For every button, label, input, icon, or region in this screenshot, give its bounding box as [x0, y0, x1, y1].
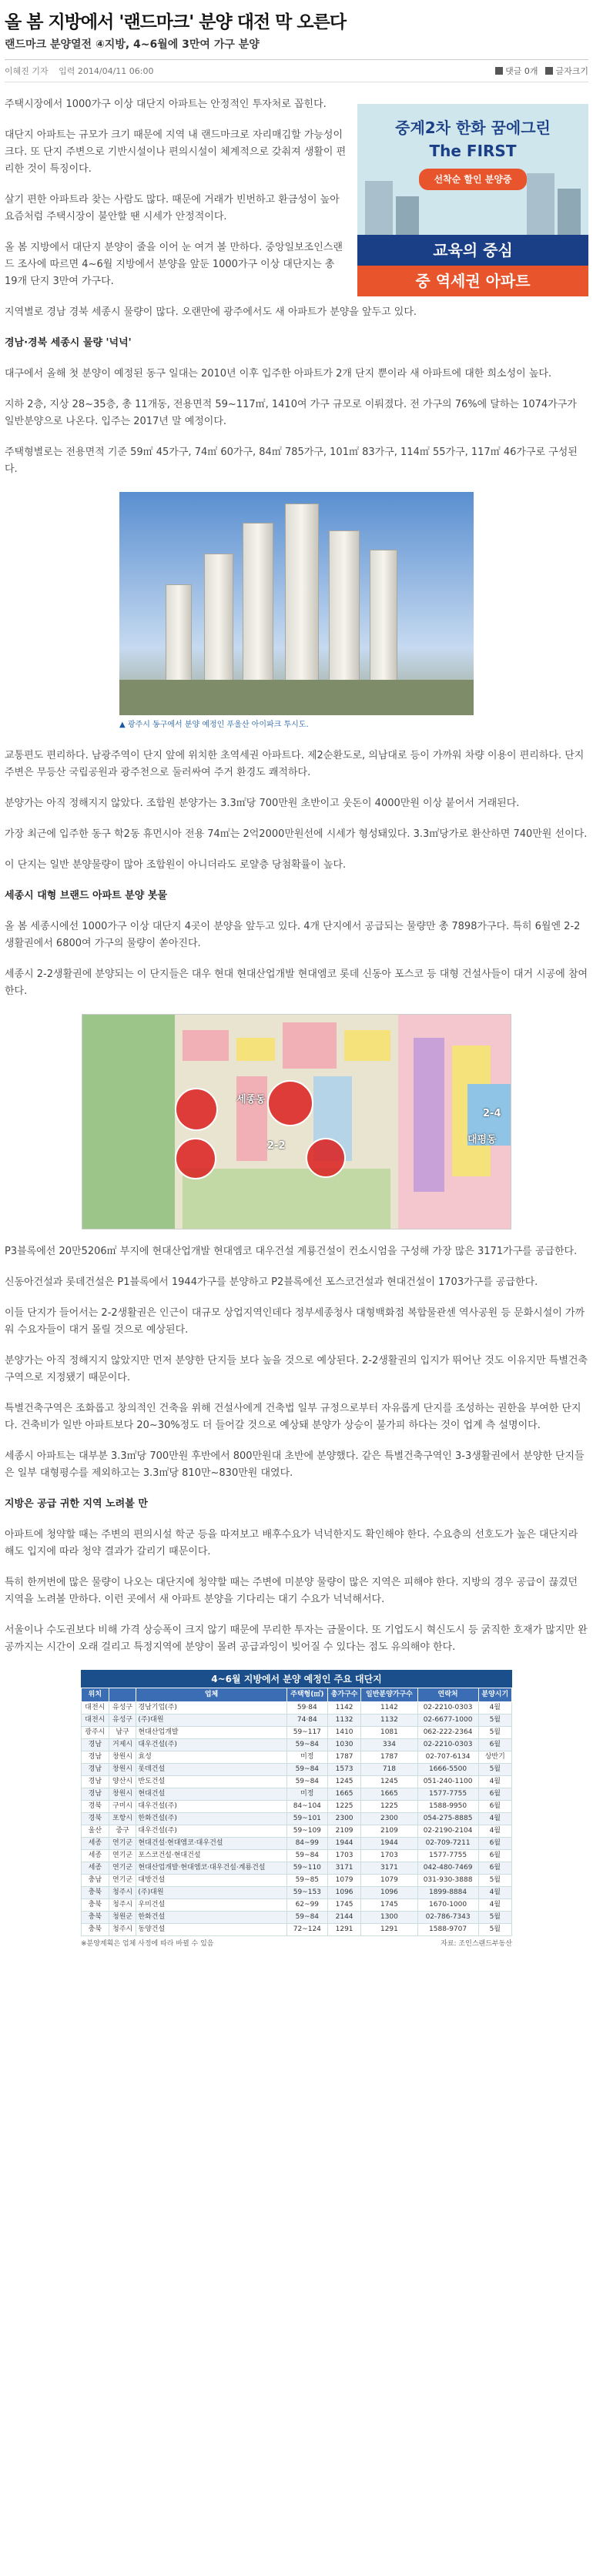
- paragraph: 가장 최근에 입주한 동구 학2동 휴먼시아 전용 74㎡는 2억2000만원선에 시세가 형성돼있다. 3.3㎡당가로 환산하면 740만원 선이다.: [5, 828, 588, 840]
- table-cell: 6월: [478, 1801, 511, 1813]
- table-cell: 4월: [478, 1899, 511, 1912]
- table-cell: 반도건설: [136, 1776, 286, 1788]
- table-cell: 74·84: [286, 1715, 327, 1727]
- table-header-row: [82, 1688, 512, 1702]
- table-cell: 59~84: [286, 1776, 327, 1788]
- table-cell: 72~124: [286, 1924, 327, 1936]
- ground: [119, 680, 474, 715]
- table-cell: 2109: [361, 1825, 417, 1838]
- table-header-cell: 분양시기: [478, 1688, 511, 1702]
- table-cell: 한화건설(주): [136, 1813, 286, 1825]
- table-cell: 042-480-7469: [417, 1862, 478, 1875]
- table-cell: 1142: [361, 1702, 417, 1715]
- map-green: [82, 1015, 175, 1229]
- table-cell: 1245: [361, 1776, 417, 1788]
- table-cell: 02-6677-1000: [417, 1715, 478, 1727]
- table-cell: 59~109: [286, 1825, 327, 1838]
- table-cell: 2144: [327, 1912, 360, 1924]
- table-cell: 1096: [327, 1887, 360, 1899]
- table-cell: 충북: [82, 1924, 109, 1936]
- table-cell: 02-707-6134: [417, 1751, 478, 1764]
- table-cell: 경남기업(주): [136, 1702, 286, 1715]
- table-row: [82, 1838, 512, 1850]
- tower: [243, 523, 273, 684]
- table-cell: 84~99: [286, 1838, 327, 1850]
- table-cell: 6월: [478, 1788, 511, 1801]
- table-cell: 1588-9707: [417, 1924, 478, 1936]
- table-cell: 6월: [478, 1862, 511, 1875]
- table-cell: 1225: [327, 1801, 360, 1813]
- ad-building: [527, 173, 554, 243]
- table-cell: 1081: [361, 1727, 417, 1739]
- table-cell: 청주시: [109, 1924, 136, 1936]
- table-cell: 1745: [327, 1899, 360, 1912]
- paragraph: 살기 편한 아파트라 찾는 사람도 많다. 때문에 거래가 빈번하고 환금성이 높아 요즘처럼 주택시장이 불안할 땐 시세가 안정적이다.: [5, 194, 340, 222]
- table-cell: 롯데건설: [136, 1764, 286, 1776]
- table-cell: 1132: [327, 1715, 360, 1727]
- table-cell: 미정: [286, 1751, 327, 1764]
- map-block: [236, 1076, 267, 1161]
- table-cell: 경남: [82, 1788, 109, 1801]
- article-subtitle: 랜드마크 분양열전 ④지방, 4~6월에 3만여 가구 분양: [5, 35, 588, 60]
- table-cell: 59~117: [286, 1727, 327, 1739]
- table-cell: 포스코건설·현대건설: [136, 1850, 286, 1862]
- paragraph: 대구에서 올해 첫 분양이 예정된 동구 일대는 2010년 이후 입주한 아파트가 2개 단지 뿐이라 새 아파트에 대한 희소성이 높다.: [5, 368, 552, 380]
- paragraph: 아파트에 청약할 때는 주변의 편의시설 학군 등을 따져보고 배후수요가 넉넉한지도 확인해야 한다. 수요층의 선호도가 높은 대단지라 해도 입지에 따라 청약 결과가 갈리기 때문이다.: [5, 1529, 578, 1557]
- table-cell: 대전시: [82, 1702, 109, 1715]
- table-cell: 1142: [327, 1702, 360, 1715]
- table-cell: 02-2210-0303: [417, 1702, 478, 1715]
- table-cell: 59~84: [286, 1764, 327, 1776]
- table-cell: 청주시: [109, 1899, 136, 1912]
- table-cell: 연기군: [109, 1862, 136, 1875]
- table-row: [82, 1825, 512, 1838]
- ad-line3: 교육의 중심: [357, 235, 588, 266]
- table-cell: 1944: [327, 1838, 360, 1850]
- table-cell: 연기군: [109, 1850, 136, 1862]
- tower: [370, 550, 397, 684]
- table-row: [82, 1801, 512, 1813]
- table-cell: 02-2190-2104: [417, 1825, 478, 1838]
- font-size-button[interactable]: 글자크기: [545, 65, 588, 77]
- table-cell: 연기군: [109, 1838, 136, 1850]
- paragraph: 올 봄 지방에서 대단지 분양이 줄을 이어 눈 여겨 볼 만하다. 중앙일보조인스랜드 조사에 따르면 4~6월 지방에서 분양을 앞둔 1000가구 이상 대단지는 총 19개 단지 3만여 가구다.: [5, 242, 343, 287]
- table-cell: 5월: [478, 1875, 511, 1887]
- table-row: [82, 1751, 512, 1764]
- table-row: [82, 1764, 512, 1776]
- tower: [329, 530, 360, 684]
- table-cell: 1132: [361, 1715, 417, 1727]
- table-cell: 1944: [361, 1838, 417, 1850]
- comment-icon: [495, 67, 503, 75]
- apartment-rendering-image: [119, 492, 474, 715]
- article-body: [5, 96, 588, 1656]
- table-cell: 광주시: [82, 1727, 109, 1739]
- paragraph: P3블록에선 20만5206㎡ 부지에 현대산업개발 현대엠코 대우건설 계룡건설이 컨소시엄을 구성해 가장 많은 3171가구를 공급한다.: [5, 1246, 578, 1257]
- tower: [285, 503, 319, 684]
- map-label: 대평동: [467, 1134, 497, 1146]
- section-heading: 지방은 공급 귀한 지역 노려볼 만: [5, 1498, 148, 1510]
- table-cell: 62~99: [286, 1899, 327, 1912]
- sejong-map-image: [82, 1014, 511, 1229]
- table-cell: 경북: [82, 1813, 109, 1825]
- table-cell: 충북: [82, 1912, 109, 1924]
- map-label: 세종동: [236, 1094, 266, 1106]
- map-label: 2-2: [267, 1140, 286, 1152]
- ad-line4: 중 역세권 아파트: [357, 266, 588, 296]
- p1-block-marker: [175, 1088, 218, 1131]
- table-cell: 포항시: [109, 1813, 136, 1825]
- table-cell: 1291: [327, 1924, 360, 1936]
- paragraph: 세종시 2-2생활권에 분양되는 이 단지들은 대우 현대 현대산업개발 현대엠코 롯데 신동아 포스코 등 대형 건설사들이 대거 시공에 참여한다.: [5, 969, 588, 997]
- table-cell: 구미시: [109, 1801, 136, 1813]
- paragraph: 지하 2층, 지상 28~35층, 총 11개동, 전용면적 59~117㎡, 1410여 가구 규모로 이뤄졌다. 전 가구의 76%에 달하는 1074가구가 일반분양으로 나온다. 입주는 2017년 말 예정이다.: [5, 399, 577, 427]
- table-cell: 59~84: [286, 1739, 327, 1751]
- table-cell: 1079: [361, 1875, 417, 1887]
- publish-date: 입력 2014/04/11 06:00: [59, 66, 154, 76]
- table: [81, 1688, 512, 1936]
- table-cell: 1670-1000: [417, 1899, 478, 1912]
- table-cell: 청주시: [109, 1887, 136, 1899]
- table-header-cell: 업체: [136, 1688, 286, 1702]
- table-row: [82, 1813, 512, 1825]
- table-cell: 5월: [478, 1924, 511, 1936]
- table-cell: 051-240-1100: [417, 1776, 478, 1788]
- table-cell: 1787: [361, 1751, 417, 1764]
- paragraph: 분양가는 아직 정해지지 않았다. 조합원 분양가는 3.3㎡당 700만원 초반이고 웃돈이 4000만원 이상 붙어서 거래된다.: [5, 798, 520, 809]
- paragraph: 대단지 아파트는 규모가 크기 때문에 지역 내 랜드마크로 자리매김할 가능성이 크다. 또 단지 주변으로 기반시설이나 편의시설이 체계적으로 갖춰져 생활이 편리한 것이 특징이다.: [5, 129, 347, 175]
- table-cell: 4월: [478, 1813, 511, 1825]
- map-block: [283, 1022, 337, 1069]
- table-cell: 1577-7755: [417, 1850, 478, 1862]
- p3-block-marker: [267, 1080, 313, 1126]
- table-cell: 1745: [361, 1899, 417, 1912]
- table-cell: 1665: [327, 1788, 360, 1801]
- paragraph: 신동아건설과 롯데건설은 P1블록에서 1944가구를 분양하고 P2블록에선 포스코건설과 현대건설이 1703가구를 공급한다.: [5, 1276, 538, 1288]
- table-cell: 59~101: [286, 1813, 327, 1825]
- paragraph: 교통편도 편리하다. 남광주역이 단지 앞에 위치한 초역세권 아파트다. 제2순환도로, 의남대로 등이 가까워 차량 이용이 편리하다. 단지 주변은 무등산 국립공원과 광주천으로 둘러싸여 주거 환경도 쾌적하다.: [5, 750, 585, 778]
- image-caption: ▲ 광주시 동구에서 분양 예정인 푸울산 아이파크 투시도.: [119, 721, 309, 729]
- supply-table: [81, 1670, 512, 1948]
- paragraph: 특별건축구역은 조화롭고 창의적인 건축을 위해 건설사에게 건축법 일부 규정으로부터 자유롭게 단지를 조성하는 권한을 부여한 단지다. 건축비가 일반 아파트보다 20~30%정도 더 들어갈 것으로 예상돼 분양가 상승이 불가피 하다는 것이 업계 측 설명이다.: [5, 1403, 581, 1431]
- paragraph: 분양가는 아직 정해지지 않았지만 먼저 분양한 단지들 보다 높을 것으로 예상된다. 2-2생활권의 입지가 뛰어난 것도 이유지만 특별건축 구역으로 지정됐기 때문이다.: [5, 1355, 588, 1383]
- table-row: [82, 1702, 512, 1715]
- comment-button[interactable]: 댓글 0개: [495, 65, 538, 77]
- table-row: [82, 1715, 512, 1727]
- table-cell: 경남: [82, 1764, 109, 1776]
- table-cell: 1588-9950: [417, 1801, 478, 1813]
- table-cell: 1245: [327, 1776, 360, 1788]
- table-cell: 현대건설·현대엠코·대우건설: [136, 1838, 286, 1850]
- table-row: [82, 1924, 512, 1936]
- table-cell: 2300: [361, 1813, 417, 1825]
- table-source: 자료: 조인스랜드부동산: [441, 1940, 512, 1948]
- table-cell: 1096: [361, 1887, 417, 1899]
- table-cell: 세종: [82, 1838, 109, 1850]
- table-cell: 충북: [82, 1887, 109, 1899]
- table-cell: 연기군: [109, 1875, 136, 1887]
- table-cell: 4월: [478, 1702, 511, 1715]
- table-cell: 경남: [82, 1776, 109, 1788]
- table-row: [82, 1727, 512, 1739]
- table-cell: 59~110: [286, 1862, 327, 1875]
- table-cell: 거제시: [109, 1739, 136, 1751]
- table-cell: 334: [361, 1739, 417, 1751]
- table-cell: 062-222-2364: [417, 1727, 478, 1739]
- table-header-cell: [109, 1688, 136, 1702]
- table-header-cell: 일반분양가구수: [361, 1688, 417, 1702]
- table-cell: 대방건설: [136, 1875, 286, 1887]
- paragraph: 지역별로 경남 경북 세종시 물량이 많다. 오랜만에 광주에서도 새 아파트가 분양을 앞두고 있다.: [5, 306, 417, 318]
- table-cell: 59~153: [286, 1887, 327, 1899]
- table-cell: 유성구: [109, 1715, 136, 1727]
- table-cell: 5월: [478, 1727, 511, 1739]
- table-cell: 충북: [82, 1899, 109, 1912]
- ad-line1: 중계2차 한화 꿈에그린: [395, 119, 551, 137]
- table-cell: 2300: [327, 1813, 360, 1825]
- ad-badge: 선착순 할인 분양중: [419, 169, 527, 190]
- table-cell: 현대산업개발: [136, 1727, 286, 1739]
- p2-block-marker: [175, 1138, 216, 1179]
- ad-building: [365, 181, 393, 243]
- table-cell: 대우건설(주): [136, 1739, 286, 1751]
- table-title: 4~6월 지방에서 분양 예정인 주요 대단지: [81, 1670, 512, 1688]
- table-cell: 4월: [478, 1887, 511, 1899]
- table-cell: 6월: [478, 1739, 511, 1751]
- paragraph: 세종시 아파트는 대부분 3.3㎡당 700만원 후반에서 800만원대 초반에 분양했다. 같은 특별건축구역인 3-3생활권에서 분양한 단지들은 일부 대형평수를 제외하고는 3.3㎡당 810만~830만원 대였다.: [5, 1450, 585, 1479]
- table-cell: 1030: [327, 1739, 360, 1751]
- table-cell: 한화건설: [136, 1912, 286, 1924]
- table-row: [82, 1739, 512, 1751]
- map-label: 2-4: [483, 1108, 501, 1119]
- table-row: [82, 1875, 512, 1887]
- table-cell: 유성구: [109, 1702, 136, 1715]
- article-title: 올 봄 지방에서 '랜드마크' 분양 대전 막 오른다: [5, 12, 347, 32]
- article-meta: [5, 60, 588, 82]
- table-header-cell: 위치: [82, 1688, 109, 1702]
- section-heading: 세종시 대형 브랜드 아파트 분양 봇물: [5, 890, 167, 902]
- table-cell: 효성: [136, 1751, 286, 1764]
- paragraph: 주택시장에서 1000가구 이상 대단지 아파트는 안정적인 투자처로 꼽힌다.: [5, 99, 327, 110]
- paragraph: 올 봄 세종시에선 1000가구 이상 대단지 4곳이 분양을 앞두고 있다. 4개 단지에서 공급되는 물량만 총 7898가구다. 특히 6월엔 2-2생활권에서 6800여 가구의 물량이 쏟아진다.: [5, 921, 581, 949]
- tower: [204, 554, 233, 684]
- table-cell: 031-930-3888: [417, 1875, 478, 1887]
- table-cell: 상반기: [478, 1751, 511, 1764]
- paragraph: 주택형별로는 전용면적 기준 59㎡ 45가구, 74㎡ 60가구, 84㎡ 785가구, 101㎡ 83가구, 114㎡ 55가구, 117㎡ 46가구로 구성된다.: [5, 447, 578, 475]
- table-cell: 02-2210-0303: [417, 1739, 478, 1751]
- reporter-name: 이혜진 기자: [5, 66, 49, 76]
- table-cell: 대전시: [82, 1715, 109, 1727]
- paragraph: 특히 한꺼번에 많은 물량이 나오는 대단지에 청약할 때는 주변에 미분양 물량이 많은 지역은 피해야 한다. 지방의 경우 공급이 끊겼던 지역을 노려볼 만하다. 이런 곳에서 새 아파트 분양을 기다리는 대기 수요가 넉넉해서다.: [5, 1577, 578, 1605]
- table-cell: 59~85: [286, 1875, 327, 1887]
- table-cell: 6월: [478, 1838, 511, 1850]
- table-row: [82, 1850, 512, 1862]
- font-size-icon: [545, 67, 553, 75]
- table-cell: 02-786-7343: [417, 1912, 478, 1924]
- tower: [166, 584, 192, 684]
- ad-line2: The FIRST: [429, 142, 517, 160]
- table-cell: 양산시: [109, 1776, 136, 1788]
- table-cell: 경북: [82, 1801, 109, 1813]
- table-cell: 718: [361, 1764, 417, 1776]
- table-cell: 현대산업개발·현대엠코·대우건설·계룡건설: [136, 1862, 286, 1875]
- table-note: ※분양계획은 업체 사정에 따라 바뀔 수 있음: [81, 1940, 214, 1948]
- table-cell: 1665: [361, 1788, 417, 1801]
- table-body: [82, 1702, 512, 1936]
- table-header-cell: 총가구수: [327, 1688, 360, 1702]
- table-row: [82, 1899, 512, 1912]
- table-cell: 세종: [82, 1862, 109, 1875]
- table-row: [82, 1887, 512, 1899]
- table-cell: 1079: [327, 1875, 360, 1887]
- table-header-cell: 주택형(㎡): [286, 1688, 327, 1702]
- table-header-cell: 연락처: [417, 1688, 478, 1702]
- paragraph: 이 단지는 일반 분양물량이 많아 조합원이 아니더라도 로얄층 당첨확률이 높다.: [5, 859, 347, 871]
- table-cell: 1410: [327, 1727, 360, 1739]
- table-cell: 3171: [361, 1862, 417, 1875]
- table-cell: 1300: [361, 1912, 417, 1924]
- table-cell: 1291: [361, 1924, 417, 1936]
- map-block: [236, 1038, 275, 1061]
- p4-block-marker: [306, 1138, 346, 1178]
- table-row: [82, 1776, 512, 1788]
- table-cell: 02-709-7211: [417, 1838, 478, 1850]
- table-cell: 4월: [478, 1776, 511, 1788]
- table-cell: 5월: [478, 1912, 511, 1924]
- table-cell: 1225: [361, 1801, 417, 1813]
- table-cell: 5월: [478, 1764, 511, 1776]
- table-cell: 1703: [327, 1850, 360, 1862]
- table-cell: 울산: [82, 1825, 109, 1838]
- table-cell: 경남: [82, 1739, 109, 1751]
- ad-banner[interactable]: [357, 104, 588, 296]
- table-cell: 창원시: [109, 1788, 136, 1801]
- table-cell: 현대건설: [136, 1788, 286, 1801]
- table-cell: 남구: [109, 1727, 136, 1739]
- table-cell: 대우건설(주): [136, 1801, 286, 1813]
- table-cell: 창원시: [109, 1751, 136, 1764]
- table-cell: 59~84: [286, 1850, 327, 1862]
- table-row: [82, 1912, 512, 1924]
- table-cell: 1703: [361, 1850, 417, 1862]
- table-cell: 1899-8884: [417, 1887, 478, 1899]
- table-cell: 경남: [82, 1751, 109, 1764]
- table-cell: 84~104: [286, 1801, 327, 1813]
- table-cell: 중구: [109, 1825, 136, 1838]
- section-heading: 경남·경북 세종시 물량 '넉넉': [5, 337, 132, 349]
- table-cell: 59~84: [286, 1912, 327, 1924]
- table-cell: 창원시: [109, 1764, 136, 1776]
- table-cell: 대우건설(주): [136, 1825, 286, 1838]
- map-block: [183, 1030, 229, 1061]
- table-cell: 6월: [478, 1850, 511, 1862]
- paragraph: 서울이나 수도권보다 비해 가격 상승폭이 크지 않기 때문에 무리한 투자는 금물이다. 또 기업도시 혁신도시 등 굵직한 호재가 많지만 완공까지는 시간이 오래 걸리고 특정지역에 분양이 몰려 공급과잉이 빚어질 수 있다는 점도 유의해야 한다.: [5, 1624, 588, 1653]
- table-cell: 1666-5500: [417, 1764, 478, 1776]
- table-cell: 1573: [327, 1764, 360, 1776]
- paragraph: 이들 단지가 들어서는 2-2생활권은 인근이 대규모 상업지역인데다 정부세종청사 대형백화점 복합물관센 역사공원 등 문화시설이 가까워 수요자들이 대거 몰릴 것으로 예상된다.: [5, 1307, 585, 1336]
- table-cell: (주)대원: [136, 1715, 286, 1727]
- table-row: [82, 1788, 512, 1801]
- table-cell: 59·84: [286, 1702, 327, 1715]
- table-cell: 동양건설: [136, 1924, 286, 1936]
- table-cell: 1787: [327, 1751, 360, 1764]
- table-cell: 5월: [478, 1715, 511, 1727]
- map-green: [183, 1169, 390, 1229]
- table-cell: 세종: [82, 1850, 109, 1862]
- table-cell: 우미건설: [136, 1899, 286, 1912]
- table-cell: 청원군: [109, 1912, 136, 1924]
- table-cell: (주)대원: [136, 1887, 286, 1899]
- table-cell: 2109: [327, 1825, 360, 1838]
- table-cell: 충남: [82, 1875, 109, 1887]
- table-cell: 미정: [286, 1788, 327, 1801]
- table-row: [82, 1862, 512, 1875]
- map-block: [414, 1038, 444, 1192]
- table-cell: 054-275-8885: [417, 1813, 478, 1825]
- table-cell: 3171: [327, 1862, 360, 1875]
- table-cell: 1577-7755: [417, 1788, 478, 1801]
- map-block: [344, 1030, 390, 1061]
- table-cell: 4월: [478, 1825, 511, 1838]
